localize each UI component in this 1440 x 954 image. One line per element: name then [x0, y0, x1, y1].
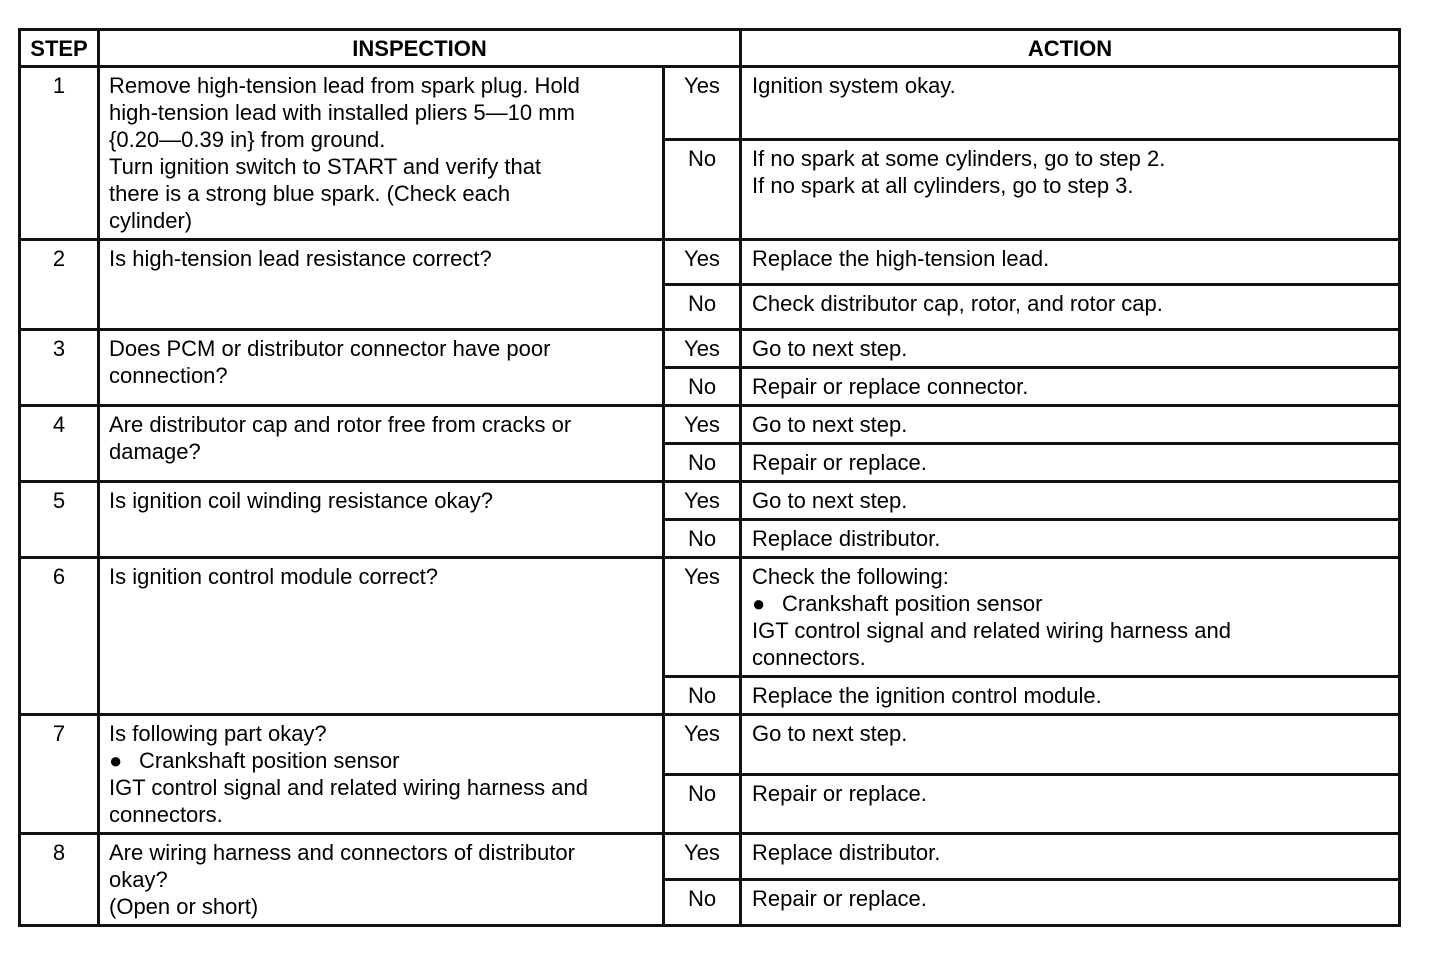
bullet-item — [109, 747, 654, 774]
step-number: 8 — [20, 834, 99, 926]
inspection-text — [99, 330, 664, 406]
step-2-yes-row — [20, 240, 1400, 285]
step-7-yes-row — [20, 715, 1400, 775]
yes-action — [741, 834, 1400, 880]
inspection-text — [99, 834, 664, 926]
step-3-yes-row — [20, 330, 1400, 368]
action-line: Repair or replace. — [752, 780, 927, 806]
step-8-yes-row — [20, 834, 1400, 880]
inspection-line: Remove high-tension lead from spark plug. Hold — [109, 73, 580, 98]
inspection-line: Is high-tension lead resistance correct? — [109, 246, 492, 271]
no-action — [741, 285, 1400, 330]
step-number: 1 — [20, 67, 99, 240]
action-line: IGT control signal and related wiring harness and — [752, 618, 1231, 643]
no-action — [741, 444, 1400, 482]
action-line: connectors. — [752, 645, 866, 670]
action-line: Go to next step. — [752, 336, 908, 361]
step-number: 2 — [20, 240, 99, 330]
action-line: Repair or replace connector. — [752, 374, 1029, 399]
inspection-line: (Open or short) — [109, 894, 259, 919]
step-1-yes-row — [20, 67, 1400, 140]
diagnostic-table — [18, 28, 1401, 927]
action-line: Repair or replace. — [752, 450, 927, 475]
yes-label: Yes — [664, 406, 741, 444]
yes-label: Yes — [664, 482, 741, 520]
yes-label: Yes — [664, 834, 741, 880]
no-label: No — [664, 139, 741, 239]
action-line: Check the following: — [752, 564, 949, 589]
no-label: No — [664, 444, 741, 482]
inspection-text — [99, 715, 664, 834]
action-line: If no spark at some cylinders, go to step 2. — [752, 145, 1166, 171]
no-label: No — [664, 774, 741, 834]
inspection-line: damage? — [109, 439, 201, 464]
bullet-icon: ● — [109, 748, 123, 773]
step-number: 4 — [20, 406, 99, 482]
action-line: Ignition system okay. — [752, 73, 956, 98]
yes-action — [741, 240, 1400, 285]
inspection-line: cylinder) — [109, 208, 193, 233]
inspection-line: okay? — [109, 867, 168, 892]
yes-action — [741, 330, 1400, 368]
inspection-line: {0.20—0.39 in} from ground. — [109, 127, 386, 152]
yes-label: Yes — [664, 558, 741, 677]
action-line: Go to next step. — [752, 721, 908, 746]
step-6-yes-row — [20, 558, 1400, 677]
action-line: Check distributor cap, rotor, and rotor cap. — [752, 291, 1163, 316]
no-label: No — [664, 285, 741, 330]
header-inspection: INSPECTION — [99, 30, 741, 67]
no-action — [741, 880, 1400, 926]
bullet-icon: ● — [752, 591, 766, 616]
bullet-text: Crankshaft position sensor — [139, 748, 400, 773]
yes-action — [741, 482, 1400, 520]
no-action — [741, 774, 1400, 834]
action-line: Replace the high-tension lead. — [752, 246, 1050, 271]
header-row — [20, 30, 1400, 67]
inspection-line: high-tension lead with installed pliers 5—10 mm — [109, 100, 575, 125]
action-line: Replace the ignition control module. — [752, 683, 1102, 708]
action-line: Replace distributor. — [752, 840, 941, 865]
action-line: If no spark at all cylinders, go to step 3. — [752, 172, 1134, 198]
inspection-text — [99, 482, 664, 558]
step-4-yes-row — [20, 406, 1400, 444]
inspection-line: Does PCM or distributor connector have poor — [109, 336, 551, 361]
yes-action — [741, 406, 1400, 444]
action-line: Go to next step. — [752, 488, 908, 513]
inspection-text — [99, 240, 664, 330]
inspection-line: Is ignition coil winding resistance okay? — [109, 488, 493, 513]
header-action: ACTION — [741, 30, 1400, 67]
step-5-yes-row — [20, 482, 1400, 520]
bullet-item — [752, 590, 1390, 617]
yes-action — [741, 67, 1400, 140]
no-action — [741, 520, 1400, 558]
no-label: No — [664, 368, 741, 406]
step-number: 7 — [20, 715, 99, 834]
step-number: 5 — [20, 482, 99, 558]
header-step: STEP — [20, 30, 99, 67]
inspection-line: Is ignition control module correct? — [109, 564, 438, 589]
no-label: No — [664, 880, 741, 926]
no-action — [741, 139, 1400, 239]
bullet-text: Crankshaft position sensor — [782, 591, 1043, 616]
inspection-line: Are wiring harness and connectors of distributor — [109, 840, 575, 865]
action-line: Repair or replace. — [752, 886, 927, 911]
inspection-line: connection? — [109, 363, 228, 388]
action-line: Go to next step. — [752, 412, 908, 437]
yes-label: Yes — [664, 330, 741, 368]
no-action — [741, 677, 1400, 715]
yes-label: Yes — [664, 240, 741, 285]
inspection-line: there is a strong blue spark. (Check each — [109, 181, 511, 206]
no-label: No — [664, 677, 741, 715]
inspection-line: IGT control signal and related wiring harness and — [109, 775, 588, 800]
inspection-line: Is following part okay? — [109, 721, 327, 746]
inspection-text — [99, 406, 664, 482]
action-line: Replace distributor. — [752, 526, 941, 551]
no-action — [741, 368, 1400, 406]
yes-action — [741, 558, 1400, 677]
inspection-line: connectors. — [109, 802, 223, 827]
yes-label: Yes — [664, 67, 741, 140]
step-number: 6 — [20, 558, 99, 715]
inspection-line: Are distributor cap and rotor free from cracks or — [109, 412, 572, 437]
inspection-text — [99, 67, 664, 240]
yes-action — [741, 715, 1400, 775]
yes-label: Yes — [664, 715, 741, 775]
inspection-line: Turn ignition switch to START and verify that — [109, 154, 542, 179]
inspection-text — [99, 558, 664, 715]
step-number: 3 — [20, 330, 99, 406]
no-label: No — [664, 520, 741, 558]
